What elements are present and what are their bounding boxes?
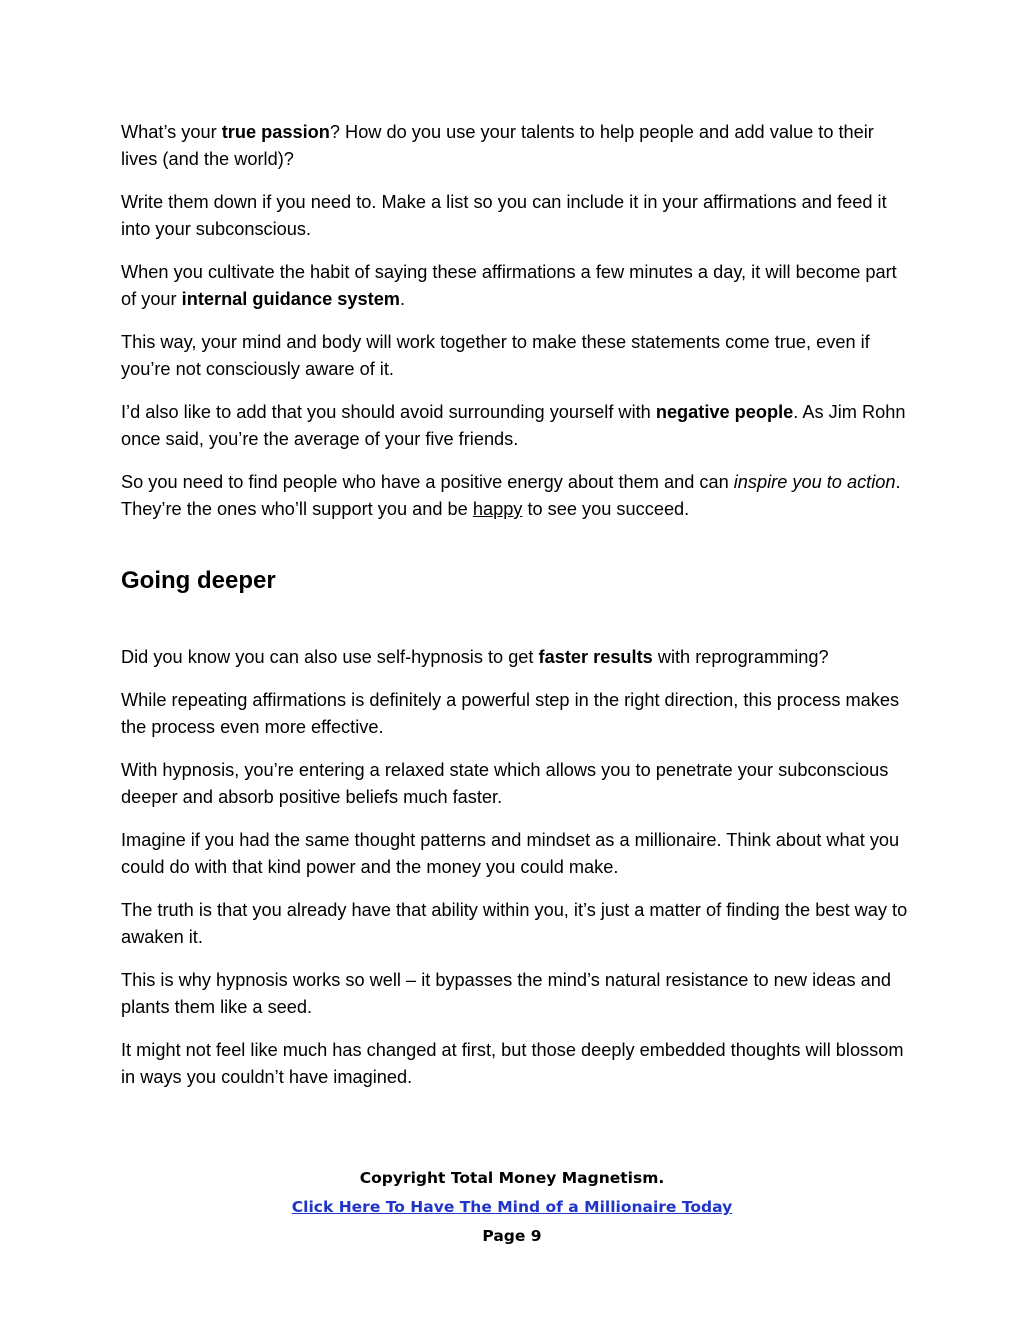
paragraph-write-down: Write them down if you need to. Make a list so you can include it in your affirmations and feed it into your subconscious.: [121, 192, 887, 239]
bold-text: true passion: [221, 122, 330, 142]
paragraph-ability-within: The truth is that you already have that ability within you, it’s just a matter of finding the best way to awaken it.: [121, 900, 908, 947]
underlined-text: happy: [472, 499, 523, 519]
text-run: with reprogramming?: [652, 647, 829, 667]
page-body: [121, 119, 911, 1107]
bold-text: negative people: [655, 402, 794, 422]
paragraph-negative-people: [121, 399, 911, 453]
text-run: . As Jim Rohn once said, you’re the average of your five friends.: [121, 402, 906, 449]
bold-text: faster results: [538, 647, 653, 667]
text-run: to see you succeed.: [522, 499, 690, 519]
page-footer: [0, 1164, 1024, 1251]
paragraph-habit: [121, 259, 911, 313]
paragraph-true-passion: [121, 119, 911, 173]
paragraph-relaxed-state: With hypnosis, you’re entering a relaxed state which allows you to penetrate your subconscious deeper and absorb positive beliefs much faster.: [121, 760, 889, 807]
text-run: When you cultivate the habit of saying these affirmations a few minutes a day, it will become part of your: [121, 262, 897, 309]
section-heading: Going deeper: [121, 567, 276, 594]
text-run: . They’re the ones who’ll support you and be: [121, 472, 901, 519]
millionaire-mind-link[interactable]: Click Here To Have The Mind of a Millionaire Today: [291, 1198, 733, 1216]
text-run: .: [399, 289, 406, 309]
paragraph-self-hypnosis: [121, 644, 911, 671]
paragraph-resistance: This is why hypnosis works so well – it bypasses the mind’s natural resistance to new ideas and plants them like a seed.: [121, 970, 891, 1017]
text-run: So you need to find people who have a positive energy about them and can: [121, 472, 734, 492]
paragraph-mind-body: This way, your mind and body will work together to make these statements come true, even if you’re not consciously aware of it.: [121, 332, 870, 379]
page-number: Page 9: [482, 1227, 542, 1245]
text-run: Did you know you can also use self-hypnosis to get: [121, 647, 539, 667]
text-run: ? How do you use your talents to help people and add value to their lives (and the world)?: [121, 122, 874, 169]
paragraph-blossom: It might not feel like much has changed at first, but those deeply embedded thoughts will blossom in ways you couldn’t have imagined.: [121, 1040, 904, 1087]
paragraph-affirmations-step: While repeating affirmations is definitely a powerful step in the right direction, this process makes the process even more effective.: [121, 690, 900, 737]
text-run: What’s your: [121, 122, 222, 142]
text-run: I’d also like to add that you should avoid surrounding yourself with: [121, 402, 656, 422]
footer-link-row: [0, 1193, 1024, 1222]
copyright-notice: Copyright Total Money Magnetism.: [359, 1169, 665, 1187]
paragraph-positive-energy: [121, 469, 911, 523]
paragraph-millionaire-mindset: Imagine if you had the same thought patterns and mindset as a millionaire. Think about what you could do with that kind power and the money you could make.: [121, 830, 900, 877]
bold-text: internal guidance system: [181, 289, 400, 309]
italic-text: inspire you to action: [733, 472, 896, 492]
